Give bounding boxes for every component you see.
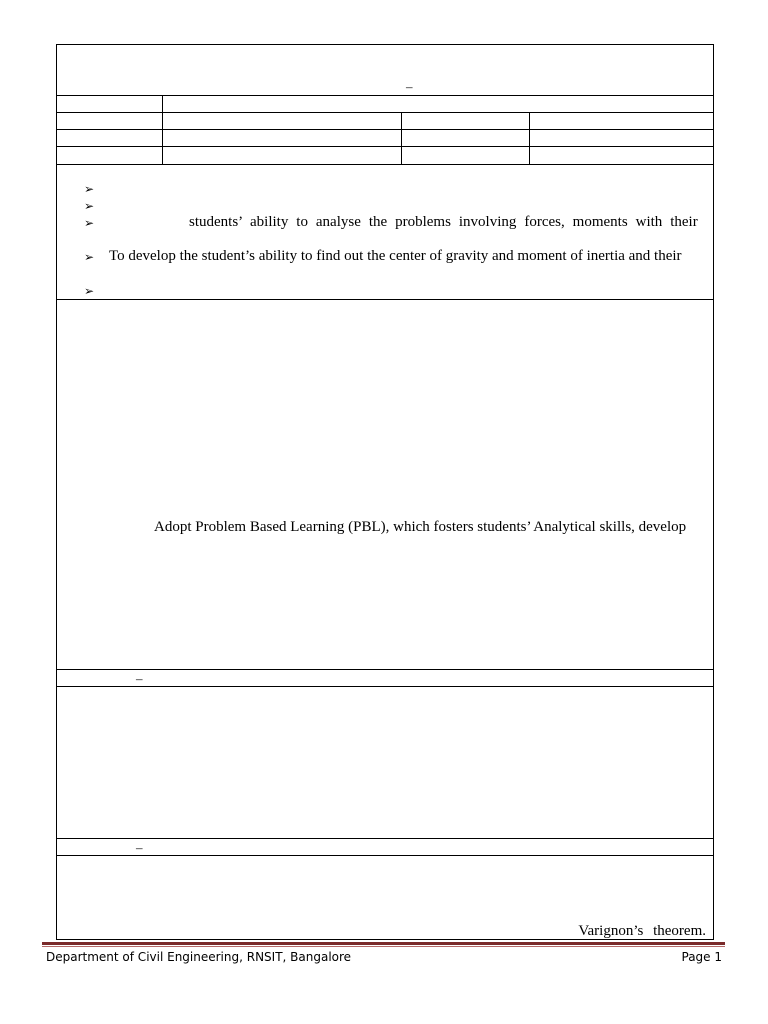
table-rule — [56, 164, 714, 165]
objective-bullet: ➢ — [84, 216, 95, 230]
objective-text-3: students’ ability to analyse the problems involving forces, moments with their — [189, 214, 698, 230]
objective-text-4: To develop the student’s ability to find out the center of gravity and moment of inertia and their — [109, 248, 682, 264]
objective-bullet: ➢ — [84, 250, 95, 264]
objective-bullet: ➢ — [84, 182, 95, 196]
footer-rule-thin — [42, 946, 725, 947]
objective-bullet: ➢ — [84, 284, 95, 298]
varignon-text: Varignon’s theorem. — [578, 923, 706, 939]
section-rule — [56, 686, 714, 687]
pbl-text: Adopt Problem Based Learning (PBL), which fosters students’ Analytical skills, develop — [154, 519, 687, 535]
title-dash: – — [406, 79, 413, 94]
table-col-divider — [529, 112, 530, 164]
section-rule — [56, 838, 714, 839]
section-rule — [56, 299, 714, 300]
footer-page-number: Page 1 — [681, 950, 722, 964]
table-rule — [56, 112, 714, 113]
module-1-dash: – — [136, 671, 143, 686]
table-rule — [56, 95, 714, 96]
footer-rule — [42, 942, 725, 945]
module-2-dash: – — [136, 840, 143, 855]
table-col-divider — [162, 95, 163, 164]
section-rule — [56, 669, 714, 670]
section-rule — [56, 855, 714, 856]
document-frame — [56, 44, 714, 940]
objective-bullet: ➢ — [84, 199, 95, 213]
table-rule — [56, 146, 714, 147]
table-col-divider — [401, 112, 402, 164]
footer-department: Department of Civil Engineering, RNSIT, Bangalore — [46, 950, 352, 964]
table-rule — [56, 129, 714, 130]
